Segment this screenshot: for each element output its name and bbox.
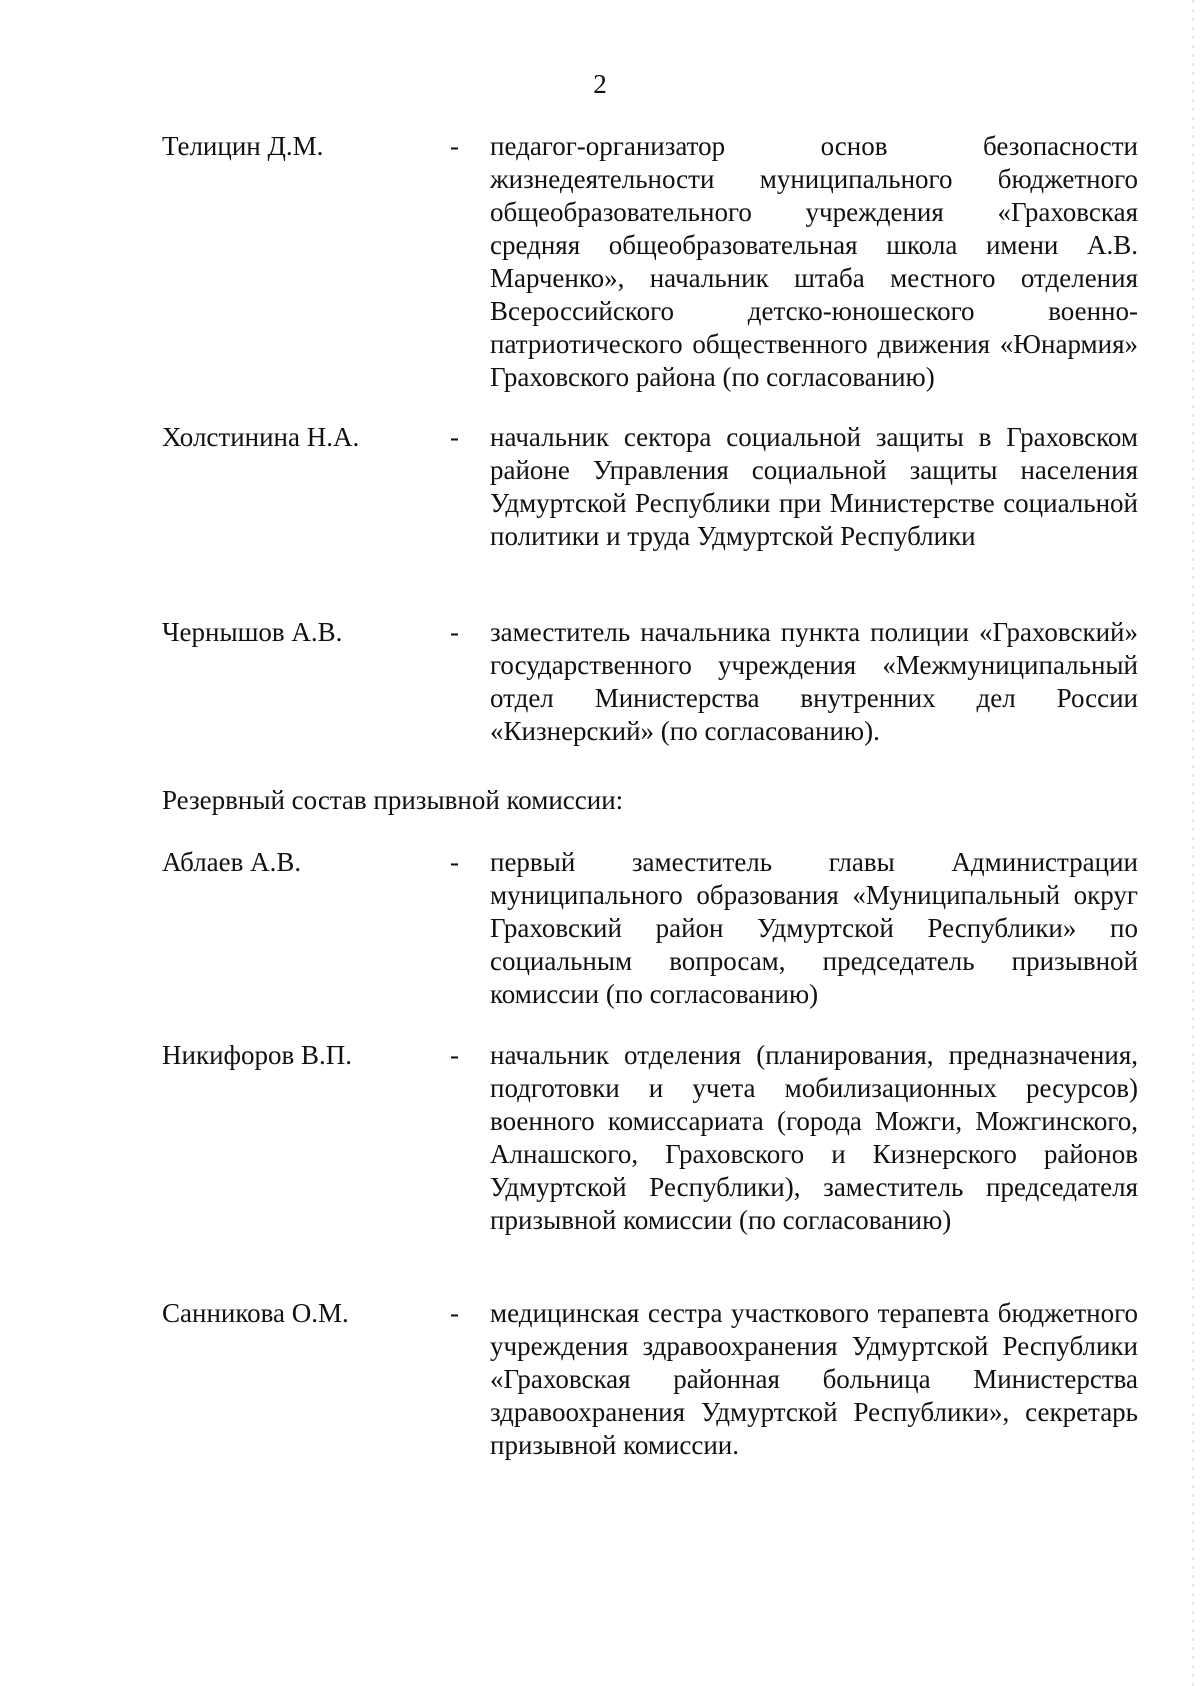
member-description: медицинская сестра участкового терапевта бюджетного учреждения здравоохранения Удмуртской Республики «Граховская районная больница Министерства здравоохранения Удмуртской Республики», секретарь призывной комиссии. bbox=[490, 1298, 1138, 1460]
member-name: Санникова О.М. bbox=[162, 1298, 349, 1328]
member-description: первый заместитель главы Администрации муниципального образования «Муниципальный округ Граховский район Удмуртской Республики» по социальным вопросам, председатель призывной комиссии (по согласованию) bbox=[490, 847, 1138, 1009]
reserve-heading: Резервный состав призывной комиссии: bbox=[162, 785, 624, 815]
member-name: Телицин Д.М. bbox=[162, 131, 324, 161]
member-dash: - bbox=[450, 1298, 459, 1328]
member-description: начальник отделения (планирования, предназначения, подготовки и учета мобилизационных ресурсов) военного комиссариата (города Можги, Можгинского, Алнашского, Граховского и Кизнерского районов Удмуртской Республики), заместитель председателя призывной комиссии (по согласованию) bbox=[490, 1040, 1138, 1235]
member-name: Никифоров В.П. bbox=[162, 1040, 353, 1070]
scan-edge-mark bbox=[1192, 0, 1194, 1686]
member-name: Аблаев А.В. bbox=[162, 847, 302, 877]
member-dash: - bbox=[450, 847, 459, 877]
member-dash: - bbox=[450, 617, 459, 647]
member-dash: - bbox=[450, 1040, 459, 1070]
member-name: Чернышов А.В. bbox=[162, 617, 343, 647]
member-dash: - bbox=[450, 422, 459, 452]
member-description: начальник сектора социальной защиты в Граховском районе Управления социальной защиты населения Удмуртской Республики при Министерстве социальной политики и труда Удмуртской Республики bbox=[490, 422, 1138, 551]
member-name: Холстинина Н.А. bbox=[162, 422, 360, 452]
member-dash: - bbox=[450, 131, 459, 161]
member-description: педагог-организатор основ безопасности жизнедеятельности муниципального бюджетного общеобразовательного учреждения «Граховская средняя общеобразовательная школа имени А.В. Марченко», начальник штаба местного отделения Всероссийского детско-юношеского военно-патриотического общественного движения «Юнармия» Граховского района (по согласованию) bbox=[490, 131, 1138, 392]
page-number: 2 bbox=[593, 69, 607, 99]
member-description: заместитель начальника пункта полиции «Граховский» государственного учреждения «Межмуниципальный отдел Министерства внутренних дел России «Кизнерский» (по согласованию). bbox=[490, 617, 1138, 746]
